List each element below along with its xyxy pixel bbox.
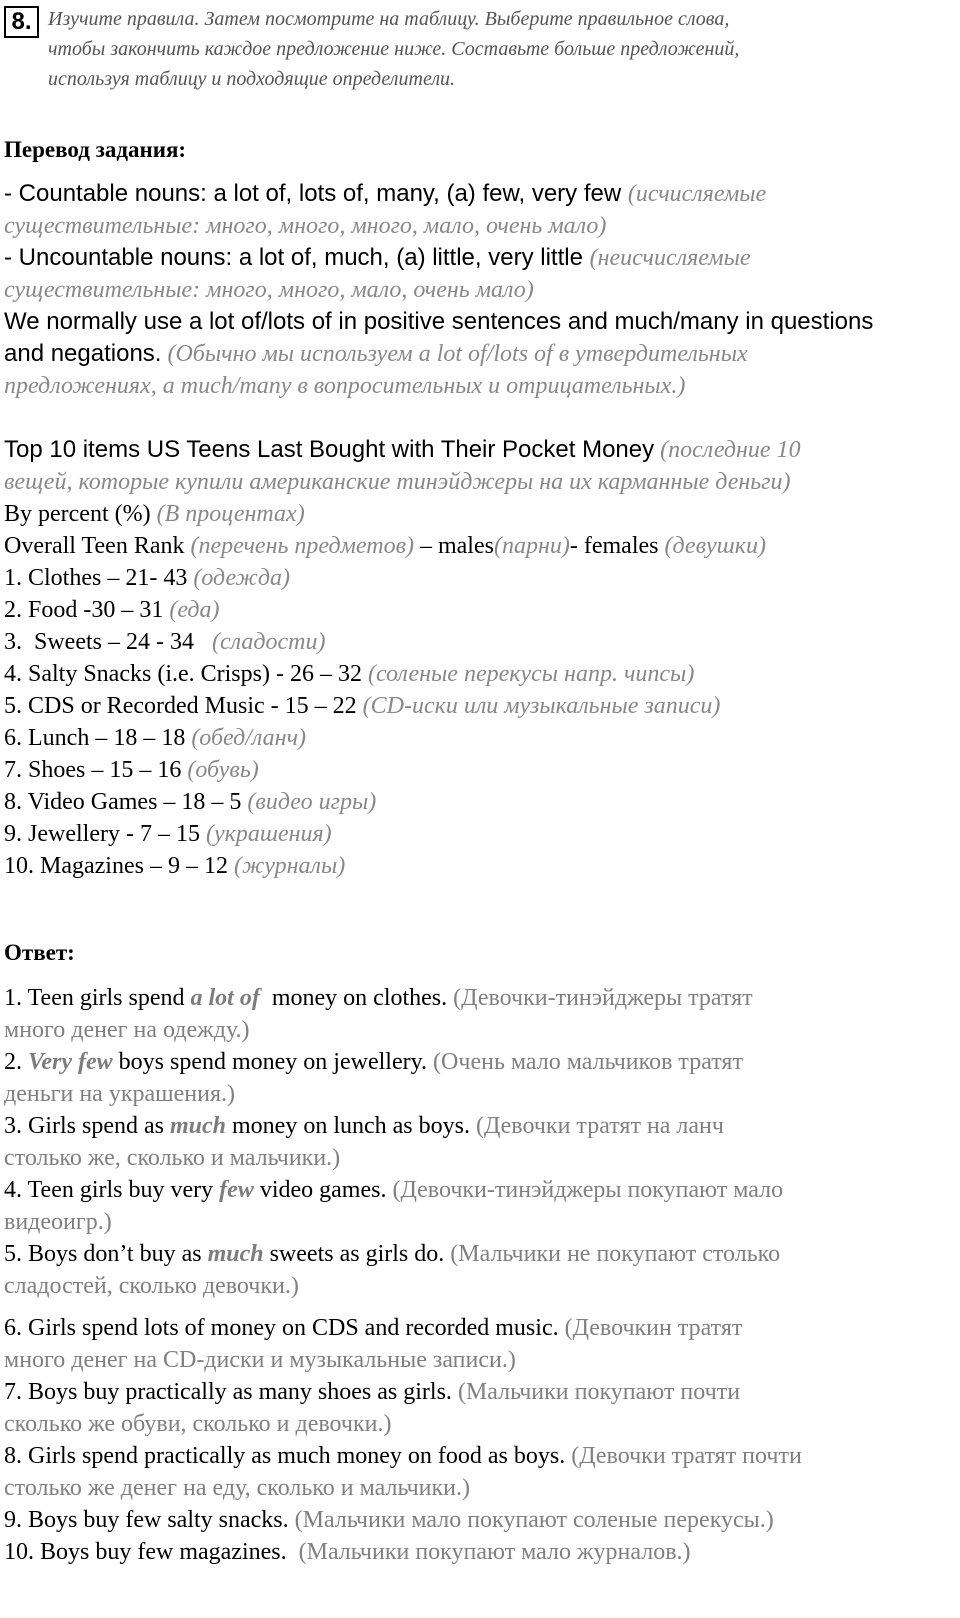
answer-ru: (Девочки тратят почти bbox=[571, 1443, 802, 1469]
answer-ru: (Очень мало мальчиков тратят bbox=[433, 1049, 743, 1075]
table-percent-en: By percent (%) bbox=[4, 501, 151, 527]
answer-ru-cont: сколько же обуви, сколько и девочки.) bbox=[4, 1411, 392, 1437]
answer-pre: 3. Girls spend as bbox=[4, 1113, 170, 1139]
rule-countable-en: - Countable nouns: a lot of, lots of, many, (a) few, very few bbox=[4, 180, 622, 207]
rule-usage-line-2 bbox=[4, 338, 748, 370]
answer-ru-cont: сладостей, сколько девочки.) bbox=[4, 1273, 299, 1299]
item-en: 5. CDS or Recorded Music - 15 – 22 bbox=[4, 693, 357, 719]
rule-countable-ru: (исчисляемые bbox=[627, 181, 767, 207]
item-en: 10. Magazines – 9 – 12 bbox=[4, 853, 228, 879]
item-en: 3. Sweets – 24 - 34 bbox=[4, 629, 206, 655]
table-females-en: - females bbox=[569, 533, 659, 559]
item-en: 9. Jewellery - 7 – 15 bbox=[4, 821, 200, 847]
answer-ru-cont: деньги на украшения.) bbox=[4, 1081, 235, 1107]
task-instruction-line: Изучите правила. Затем посмотрите на таблицу. Выберите правильное слова, bbox=[48, 8, 730, 30]
table-percent-ru: (В процентах) bbox=[156, 501, 305, 527]
answer-post: money on lunch as boys. bbox=[226, 1113, 470, 1139]
answer-item bbox=[4, 1376, 740, 1408]
answer-emphasis: a lot of bbox=[190, 985, 260, 1011]
rule-usage-line-1: We normally use a lot of/lots of in positive sentences and much/many in questions bbox=[4, 308, 874, 335]
list-item bbox=[4, 594, 220, 626]
table-rank-en: Overall Teen Rank bbox=[4, 533, 185, 559]
item-ru: (еда) bbox=[169, 597, 220, 623]
answer-post: money on clothes. bbox=[259, 985, 448, 1011]
answer-emphasis: Very few bbox=[28, 1049, 113, 1075]
answer-ru-cont: много денег на CD-диски и музыкальные записи.) bbox=[4, 1347, 516, 1373]
answer-item bbox=[4, 1174, 783, 1206]
item-ru: (одежда) bbox=[193, 565, 290, 591]
answer-pre: 5. Boys don’t buy as bbox=[4, 1241, 208, 1267]
item-en: 1. Clothes – 21- 43 bbox=[4, 565, 188, 591]
answer-post: video games. bbox=[253, 1177, 387, 1203]
answer-ru-cont: видеоигр.) bbox=[4, 1209, 112, 1235]
rule-uncountable-en: - Uncountable nouns: a lot of, much, (a) little, very little bbox=[4, 244, 583, 271]
answer-ru: (Мальчики покупают мало журналов.) bbox=[292, 1539, 691, 1565]
translation-heading: Перевод задания: bbox=[4, 137, 187, 162]
answer-item bbox=[4, 1046, 743, 1078]
table-title-en: Top 10 items US Teens Last Bought with Their Pocket Money bbox=[4, 436, 655, 463]
table-percent bbox=[4, 498, 305, 530]
list-item bbox=[4, 722, 306, 754]
item-en: 7. Shoes – 15 – 16 bbox=[4, 757, 182, 783]
item-ru: (сладости) bbox=[211, 629, 326, 655]
list-item bbox=[4, 562, 290, 594]
list-item bbox=[4, 850, 345, 882]
answer-emphasis: much bbox=[207, 1241, 264, 1267]
list-item bbox=[4, 658, 694, 690]
table-title bbox=[4, 434, 801, 466]
table-males-en: – males bbox=[419, 533, 494, 559]
list-item bbox=[4, 626, 326, 658]
answer-ru-cont: столько же, сколько и мальчики.) bbox=[4, 1145, 341, 1171]
answer-pre: 7. Boys buy practically as many shoes as girls. bbox=[4, 1379, 452, 1405]
list-item bbox=[4, 818, 332, 850]
task-instruction-line: используя таблицу и подходящие определители. bbox=[48, 68, 456, 90]
list-item bbox=[4, 754, 259, 786]
answer-ru: (Девочки тратят на ланч bbox=[475, 1113, 724, 1139]
answer-item bbox=[4, 1110, 724, 1142]
answer-post: sweets as girls do. bbox=[263, 1241, 445, 1267]
answer-pre: 9. Boys buy few salty snacks. bbox=[4, 1507, 289, 1533]
table-title-ru: (последние 10 bbox=[660, 437, 801, 463]
table-columns bbox=[4, 530, 766, 562]
answer-item bbox=[4, 1536, 691, 1568]
item-en: 8. Video Games – 18 – 5 bbox=[4, 789, 242, 815]
answer-item bbox=[4, 1440, 802, 1472]
answer-item bbox=[4, 1238, 780, 1270]
list-item bbox=[4, 690, 720, 722]
answer-ru: (Мальчики покупают почти bbox=[457, 1379, 741, 1405]
answer-ru: (Мальчики не покупают столько bbox=[450, 1241, 781, 1267]
item-ru: (обед/ланч) bbox=[191, 725, 307, 751]
answer-item bbox=[4, 1504, 774, 1536]
rule-usage-ru: (Обычно мы используем a lot of/lots of в утвердительных bbox=[167, 341, 748, 367]
answer-pre: 2. bbox=[4, 1049, 28, 1075]
item-ru: (обувь) bbox=[187, 757, 259, 783]
task-instruction-line: чтобы закончить каждое предложение ниже. Составьте больше предложений, bbox=[48, 38, 740, 60]
table-title-ru-cont: вещей, которые купили американские тинэйджеры на их карманные деньги) bbox=[4, 469, 791, 495]
item-ru: (украшения) bbox=[205, 821, 332, 847]
rule-usage-ru-cont: предложениях, а much/many в вопросительных и отрицательных.) bbox=[4, 373, 686, 399]
task-instruction bbox=[48, 4, 908, 94]
rule-uncountable-ru: (неисчисляемые bbox=[589, 245, 751, 271]
rule-countable bbox=[4, 178, 766, 210]
answer-heading: Ответ: bbox=[4, 940, 75, 965]
item-ru: (видео игры) bbox=[247, 789, 377, 815]
answer-emphasis: few bbox=[219, 1177, 254, 1203]
item-en: 4. Salty Snacks (i.e. Crisps) - 26 – 32 bbox=[4, 661, 362, 687]
answer-pre: 1. Teen girls spend bbox=[4, 985, 191, 1011]
answer-ru-cont: много денег на одежду.) bbox=[4, 1017, 250, 1043]
answer-pre: 10. Boys buy few magazines. bbox=[4, 1539, 287, 1565]
table-males-ru: (парни) bbox=[493, 533, 570, 559]
task-number-box: 8. bbox=[4, 6, 39, 38]
answer-item bbox=[4, 982, 753, 1014]
answer-ru: (Девочки-тинэйджеры тратят bbox=[453, 985, 753, 1011]
answer-ru: (Девочкин тратят bbox=[564, 1315, 743, 1341]
answer-ru: (Девочки-тинэйджеры покупают мало bbox=[392, 1177, 784, 1203]
answer-ru-cont: столько же денег на еду, сколько и мальчики.) bbox=[4, 1475, 471, 1501]
answer-post: boys spend money on jewellery. bbox=[112, 1049, 428, 1075]
answer-pre: 6. Girls spend lots of money on CDS and recorded music. bbox=[4, 1315, 559, 1341]
answer-item bbox=[4, 1312, 742, 1344]
item-en: 6. Lunch – 18 – 18 bbox=[4, 725, 186, 751]
list-item bbox=[4, 786, 376, 818]
answer-emphasis: much bbox=[169, 1113, 226, 1139]
rule-usage-en: and negations. bbox=[4, 340, 162, 367]
answer-pre: 4. Teen girls buy very bbox=[4, 1177, 220, 1203]
item-ru: (журналы) bbox=[233, 853, 346, 879]
answer-ru: (Мальчики мало покупают соленые перекусы.) bbox=[294, 1507, 774, 1533]
rule-uncountable bbox=[4, 242, 751, 274]
item-ru: (соленые перекусы напр. чипсы) bbox=[367, 661, 695, 687]
rule-uncountable-ru-cont: существительные: много, много, мало, очень мало) bbox=[4, 277, 534, 303]
rule-countable-ru-cont: существительные: много, много, много, мало, очень мало) bbox=[4, 213, 607, 239]
answer-pre: 8. Girls spend practically as much money on food as boys. bbox=[4, 1443, 566, 1469]
table-females-ru: (девушки) bbox=[664, 533, 766, 559]
table-rank-ru: (перечень предметов) bbox=[190, 533, 414, 559]
item-ru: (CD-иски или музыкальные записи) bbox=[362, 693, 721, 719]
item-en: 2. Food -30 – 31 bbox=[4, 597, 164, 623]
